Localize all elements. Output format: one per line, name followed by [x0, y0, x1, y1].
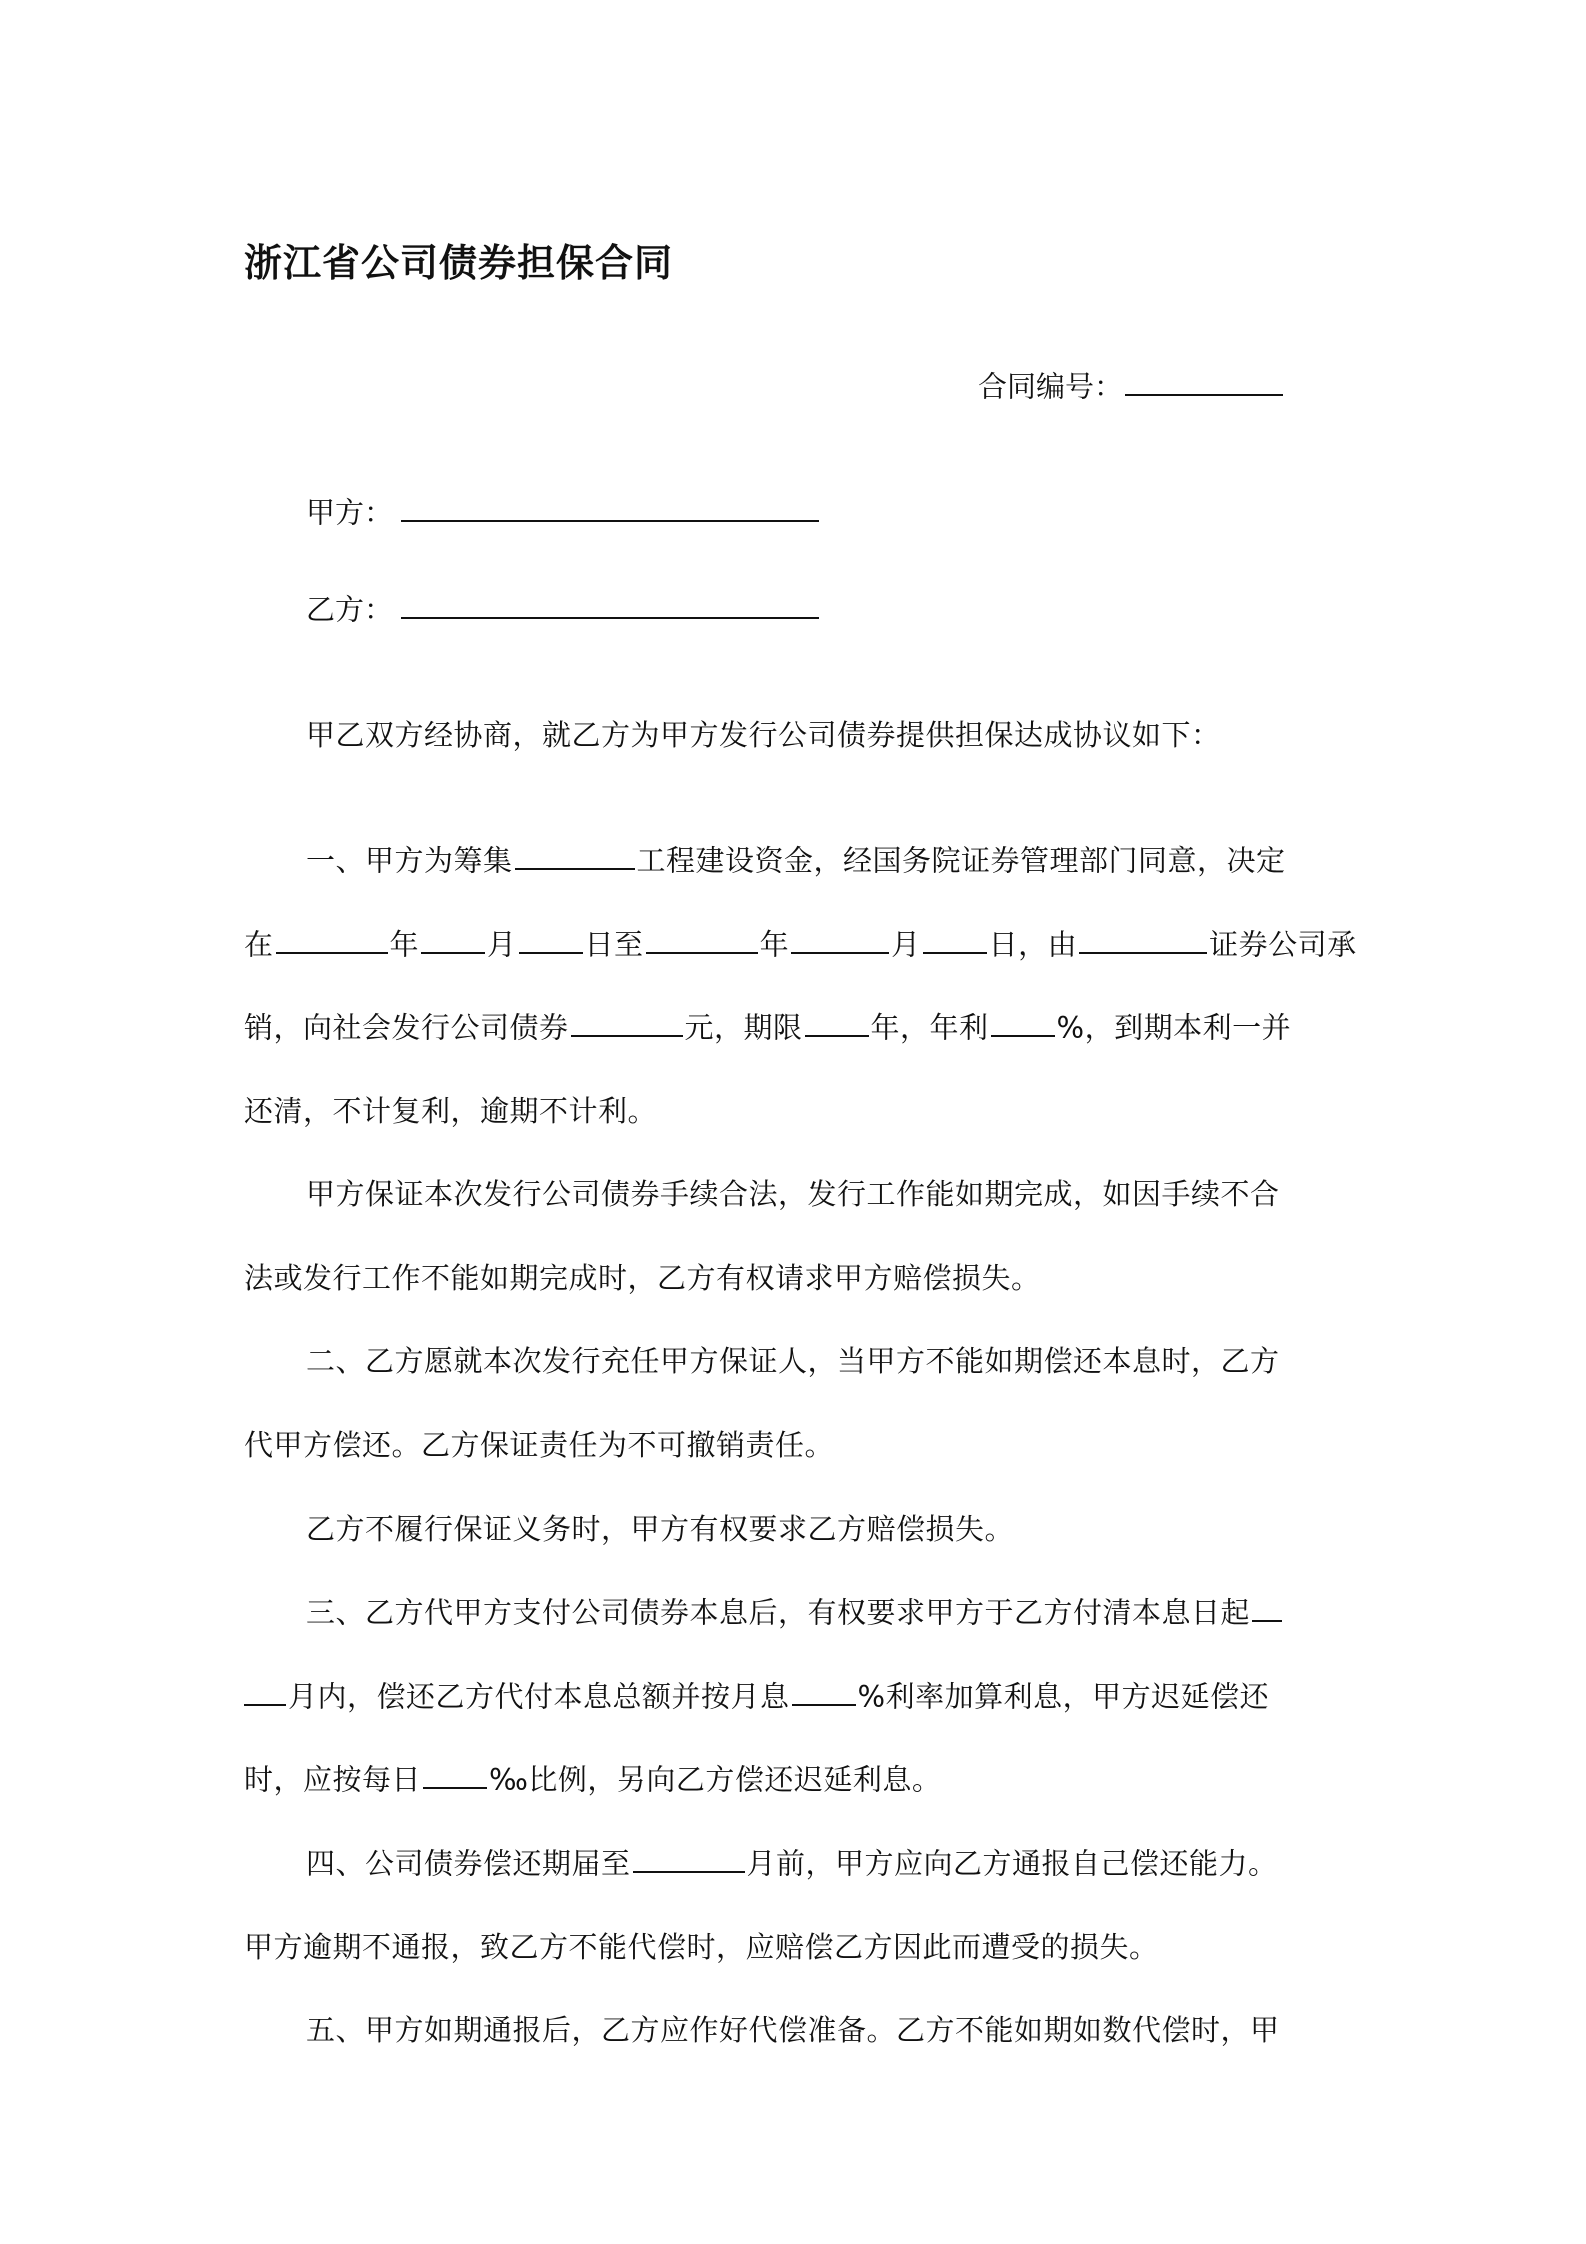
- text-segment: 月内，偿还乙方代付本息总额并按月息: [288, 1679, 790, 1714]
- fill-blank: [805, 1005, 869, 1037]
- fill-blank: [276, 922, 388, 954]
- text-segment: 年: [389, 927, 420, 962]
- fill-blank: [244, 1674, 286, 1706]
- text-segment: %利率加算利息，甲方迟延偿还: [857, 1679, 1270, 1714]
- party-b: [306, 587, 821, 628]
- text-segment: 日，由: [988, 927, 1078, 962]
- clause-2-line-2: 代甲方偿还。乙方保证责任为不可撤销责任。: [244, 1428, 835, 1462]
- text-segment: 日至: [584, 927, 644, 962]
- contract-number-blank: [1125, 364, 1283, 396]
- clause-1-line-2: [244, 922, 1357, 963]
- text-segment: 销，向社会发行公司债券: [244, 1010, 569, 1045]
- clause-1b-line-2: 法或发行工作不能如期完成时，乙方有权请求甲方赔偿损失。: [244, 1261, 1041, 1295]
- text-segment: 三、乙方代甲方支付公司债券本息后，有权要求甲方于乙方付清本息日起: [306, 1595, 1251, 1630]
- party-a-label: 甲方：: [306, 495, 394, 530]
- clause-2-line-1: 二、乙方愿就本次发行充任甲方保证人，当甲方不能如期偿还本息时，乙方: [306, 1344, 1280, 1378]
- clause-1-line-1: [306, 838, 1354, 879]
- clause-2b-line-1: 乙方不履行保证义务时，甲方有权要求乙方赔偿损失。: [306, 1512, 1015, 1546]
- text-segment: 月: [487, 927, 517, 962]
- party-a-blank: [401, 490, 819, 522]
- fill-blank: [923, 922, 987, 954]
- text-segment: 在: [244, 927, 274, 962]
- text-segment: 时，应按每日: [244, 1762, 422, 1797]
- fill-blank: [646, 922, 758, 954]
- clause-4-line-1: [306, 1841, 1354, 1882]
- party-b-label: 乙方：: [306, 592, 394, 627]
- clause-3-line-1: [306, 1590, 1354, 1631]
- text-segment: 一、甲方为筹集: [306, 843, 513, 878]
- text-segment: 证券公司承: [1209, 927, 1357, 962]
- text-segment: 年: [759, 927, 790, 962]
- clause-1b-line-1: 甲方保证本次发行公司债券手续合法，发行工作能如期完成，如因手续不合: [306, 1177, 1280, 1211]
- fill-blank: [1252, 1590, 1282, 1622]
- intro-paragraph: 甲乙双方经协商，就乙方为甲方发行公司债券提供担保达成协议如下：: [306, 718, 1221, 752]
- text-segment: %，到期本利一并: [1056, 1010, 1292, 1045]
- document-title: 浙江省公司债券担保合同: [244, 241, 674, 285]
- fill-blank: [1079, 922, 1207, 954]
- fill-blank: [421, 922, 485, 954]
- clause-3-line-3: [244, 1757, 1354, 1798]
- clause-4-line-2: 甲方逾期不通报，致乙方不能代偿时，应赔偿乙方因此而遭受的损失。: [244, 1930, 1159, 1964]
- party-b-blank: [401, 587, 819, 619]
- clause-3-line-2: [244, 1674, 1354, 1715]
- fill-blank: [633, 1841, 745, 1873]
- fill-blank: [791, 922, 889, 954]
- text-segment: 月: [891, 927, 921, 962]
- text-segment: ‰比例，另向乙方偿还迟延利息。: [489, 1762, 942, 1797]
- fill-blank: [519, 922, 583, 954]
- fill-blank: [792, 1674, 856, 1706]
- text-segment: 工程建设资金，经国务院证券管理部门同意，决定: [636, 843, 1286, 878]
- fill-blank: [423, 1757, 487, 1789]
- text-segment: 年，年利: [870, 1010, 989, 1045]
- clause-5-line-1: 五、甲方如期通报后，乙方应作好代偿准备。乙方不能如期如数代偿时，甲: [306, 2013, 1280, 2047]
- fill-blank: [515, 838, 635, 870]
- party-a: [306, 490, 821, 531]
- text-segment: 四、公司债券偿还期届至: [306, 1846, 631, 1881]
- text-segment: 月前，甲方应向乙方通报自己偿还能力。: [746, 1846, 1278, 1881]
- text-segment: 元，期限: [684, 1010, 803, 1045]
- clause-1-line-3: [244, 1005, 1354, 1046]
- contract-number-label: 合同编号：: [978, 369, 1124, 404]
- fill-blank: [571, 1005, 683, 1037]
- fill-blank: [991, 1005, 1055, 1037]
- clause-1-line-4: 还清，不计复利，逾期不计利。: [244, 1094, 658, 1128]
- contract-number: [978, 364, 1285, 405]
